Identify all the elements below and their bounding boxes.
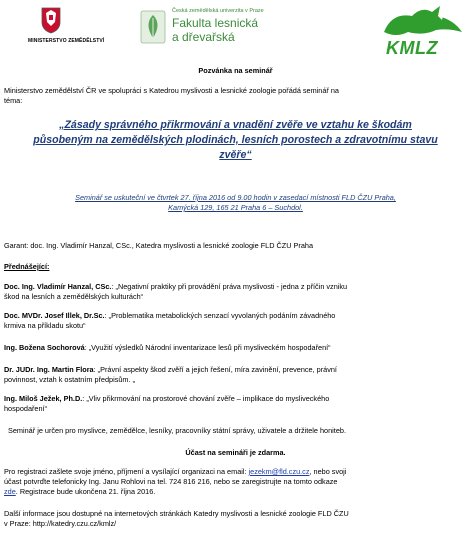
speaker-3-line-1: Ing. Božena Sochorová: „Využití výsledků Národní inventarizace lesů při mysliveckém hospodaření“	[4, 343, 331, 352]
registration-email-link[interactable]: jezekm@fld.czu.cz	[248, 467, 310, 476]
free-admission: Účast na semináři je zdarma.	[185, 448, 286, 457]
speaker-1-line-1: Doc. Ing. Vladimír Hanzal, CSc.: „Negativní praktiky při provádění práva myslivosti - jedna z příčin vzniku	[4, 282, 348, 291]
czu-university-name: Česká zemědělská univerzita v Praze	[172, 8, 264, 14]
speaker-2-talk: „Problematika metabolických senzací vyvolaných podáním závadného	[108, 311, 336, 320]
registration-line-1	[4, 467, 467, 477]
speaker-5-name: Ing. Miloš Ježek, Ph.D.	[4, 394, 83, 403]
state-crest-icon	[40, 6, 62, 34]
registration-text: Pro registraci zašlete svoje jméno, příjmení a vysílající organizaci na email:	[4, 467, 249, 476]
speaker-3-talk: „Využití výsledků Národní inventarizace lesů při mysliveckém hospodaření“	[88, 343, 331, 352]
seminar-title-line-3: zvěře“	[219, 149, 252, 161]
registration-text-post: , nebo svoji	[309, 467, 347, 476]
speaker-2-name: Doc. MVDr. Josef Illek, Dr.Sc.	[4, 311, 105, 320]
speaker-1-line-2: škod na lesních a zemědělských kulturách“	[4, 292, 144, 301]
registration-deadline: . Registrace bude ukončena 21. října 2016.	[15, 487, 156, 496]
intro-line-1: Ministerstvo zemědělství ČR ve spolupráci s Katedrou myslivosti a lesnické zoologie pořádá seminář na	[4, 86, 339, 95]
mze-logo	[28, 4, 128, 52]
speaker-2-line-2: krmiva na příkladu skotu“	[4, 321, 86, 330]
invitation-heading: Pozvánka na seminář	[198, 66, 273, 75]
kmlz-logo-text: KMLZ	[386, 38, 438, 58]
garant: Garant: doc. Ing. Vladimír Hanzal, CSc., Katedra myslivosti a lesnické zoologie FLD ČZU Praha	[4, 241, 314, 250]
czu-leaf-icon	[140, 10, 166, 44]
speaker-5-line-2: hospodaření“	[4, 404, 48, 413]
speaker-3-name: Ing. Božena Sochorová	[4, 343, 85, 352]
czu-faculty-line1: Fakulta lesnická	[172, 16, 259, 30]
speaker-1-name: Doc. Ing. Vladimír Hanzal, CSc.	[4, 282, 112, 291]
fox-icon	[378, 2, 468, 42]
speaker-2-line-1: Doc. MVDr. Josef Illek, Dr.Sc.: „Problematika metabolických senzací vyvolaných podáním závadného	[4, 311, 336, 320]
czu-logo	[140, 8, 290, 48]
logo-bar	[0, 0, 471, 62]
kmlz-logo	[378, 2, 468, 58]
seminar-date-line-2: Kamýcká 129, 165 21 Praha 6 – Suchdol.	[168, 203, 303, 212]
intro-line-2: téma:	[4, 96, 23, 105]
seminar-date-line-1: Seminář se uskuteční ve čtvrtek 27. října 2016 od 9.00 hodin v zasedací místnosti FLD ČZU Praha,	[75, 193, 396, 202]
speaker-4-name: Dr. JUDr. Ing. Martin Flora	[4, 365, 94, 374]
speakers-heading: Přednášející:	[4, 262, 50, 271]
more-info-line-1: Další informace jsou dostupné na internetových stránkách Katedry myslivosti a lesnické zoologie FLD ČZU	[4, 509, 349, 518]
seminar-title-line-2: působeným na zemědělských plodinách, lesních porostech a zdravotnímu stavu	[33, 134, 438, 146]
more-info-line-2: v Praze: http://katedry.czu.cz/kmlz/	[4, 519, 117, 528]
speaker-1-talk: „Negativní praktiky při provádění práva myslivosti - jedna z příčin vzniku	[115, 282, 348, 291]
mze-name: MINISTERSTVO ZEMĚDĚLSTVÍ	[28, 38, 105, 44]
registration-link[interactable]: zde	[4, 487, 16, 496]
speaker-5-talk: „Vliv přikrmování na prostorové chování zvěře – implikace do mysliveckého	[86, 394, 330, 403]
speaker-4-line-2: povinnost, vztah k ostatním předpisům. „	[4, 375, 135, 384]
czu-faculty-line2: a dřevařská	[172, 30, 235, 44]
seminar-title-line-1: „Zásady správného přikrmování a vnadění zvěře ve vztahu ke škodám	[59, 119, 412, 131]
speaker-4-talk: „Právní aspekty škod zvěří a jejich řešení, míra zavinění, prevence, právní	[97, 365, 337, 374]
audience: Seminář je určen pro myslivce, zemědělce, lesníky, pracovníky státní správy, uživatele a držitele honiteb.	[8, 426, 346, 435]
speaker-5-line-1: Ing. Miloš Ježek, Ph.D.: „Vliv přikrmování na prostorové chování zvěře – implikace do mysliveckého	[4, 394, 330, 403]
registration-line-3	[4, 487, 467, 497]
speaker-4-line-1: Dr. JUDr. Ing. Martin Flora: „Právní aspekty škod zvěří a jejich řešení, míra zavinění, prevence, právní	[4, 365, 337, 374]
registration-line-2: účast potvrďte telefonicky Ing. Janu Rohlovi na tel. 724 816 216, nebo se zaregistrujte na tomto odkaze	[4, 477, 338, 486]
